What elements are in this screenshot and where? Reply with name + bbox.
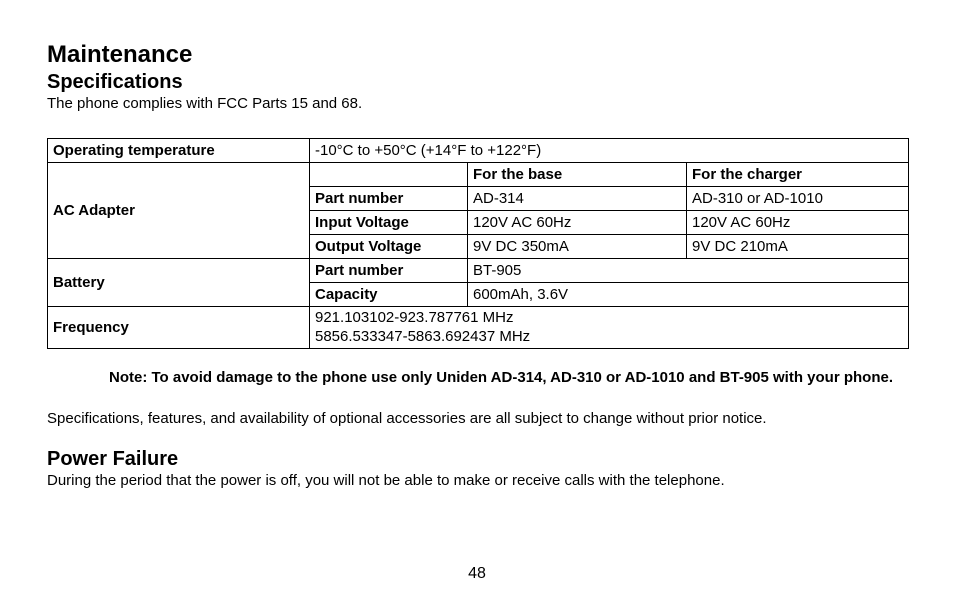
power-failure-heading: Power Failure (47, 448, 179, 470)
page-content (47, 40, 909, 491)
specifications-intro: The phone complies with FCC Parts 15 and 68. (47, 95, 363, 112)
table-row (48, 259, 909, 283)
specifications-table (47, 138, 909, 349)
table-row (48, 163, 909, 187)
col-header-charger: For the charger (687, 163, 909, 187)
col-header-base: For the base (468, 163, 687, 187)
table-cell: 9V DC 350mA (468, 235, 687, 259)
note-text: Note: To avoid damage to the phone use only Uniden AD-314, AD-310 or AD-1010 and BT-905 with your phone. (109, 369, 893, 386)
table-cell: 120V AC 60Hz (468, 211, 687, 235)
table-cell: 600mAh, 3.6V (468, 283, 909, 307)
power-failure-text: During the period that the power is off, you will not be able to make or receive calls with the telephone. (47, 472, 725, 489)
specifications-heading: Specifications (47, 71, 183, 93)
page-title: Maintenance (47, 41, 193, 68)
frequency-label: Frequency (48, 307, 310, 349)
frequency-value (310, 307, 909, 349)
table-cell: 9V DC 210mA (687, 235, 909, 259)
row-label: Input Voltage (310, 211, 468, 235)
notice-text: Specifications, features, and availability of optional accessories are all subject to change without prior notice. (47, 410, 767, 427)
ac-adapter-label: AC Adapter (48, 163, 310, 259)
row-label: Output Voltage (310, 235, 468, 259)
table-row (48, 307, 909, 349)
empty-cell (310, 163, 468, 187)
page-number: 48 (468, 565, 486, 582)
table-cell: 120V AC 60Hz (687, 211, 909, 235)
table-cell: AD-314 (468, 187, 687, 211)
table-row (48, 139, 909, 163)
row-label: Part number (310, 187, 468, 211)
row-label: Capacity (310, 283, 468, 307)
frequency-line: 921.103102-923.787761 MHz (315, 309, 514, 326)
table-cell: AD-310 or AD-1010 (687, 187, 909, 211)
battery-label: Battery (48, 259, 310, 307)
frequency-line: 5856.533347-5863.692437 MHz (315, 328, 531, 345)
table-cell: BT-905 (468, 259, 909, 283)
operating-temperature-label: Operating temperature (48, 139, 310, 163)
row-label: Part number (310, 259, 468, 283)
operating-temperature-value: -10°C to +50°C (+14°F to +122°F) (310, 139, 909, 163)
